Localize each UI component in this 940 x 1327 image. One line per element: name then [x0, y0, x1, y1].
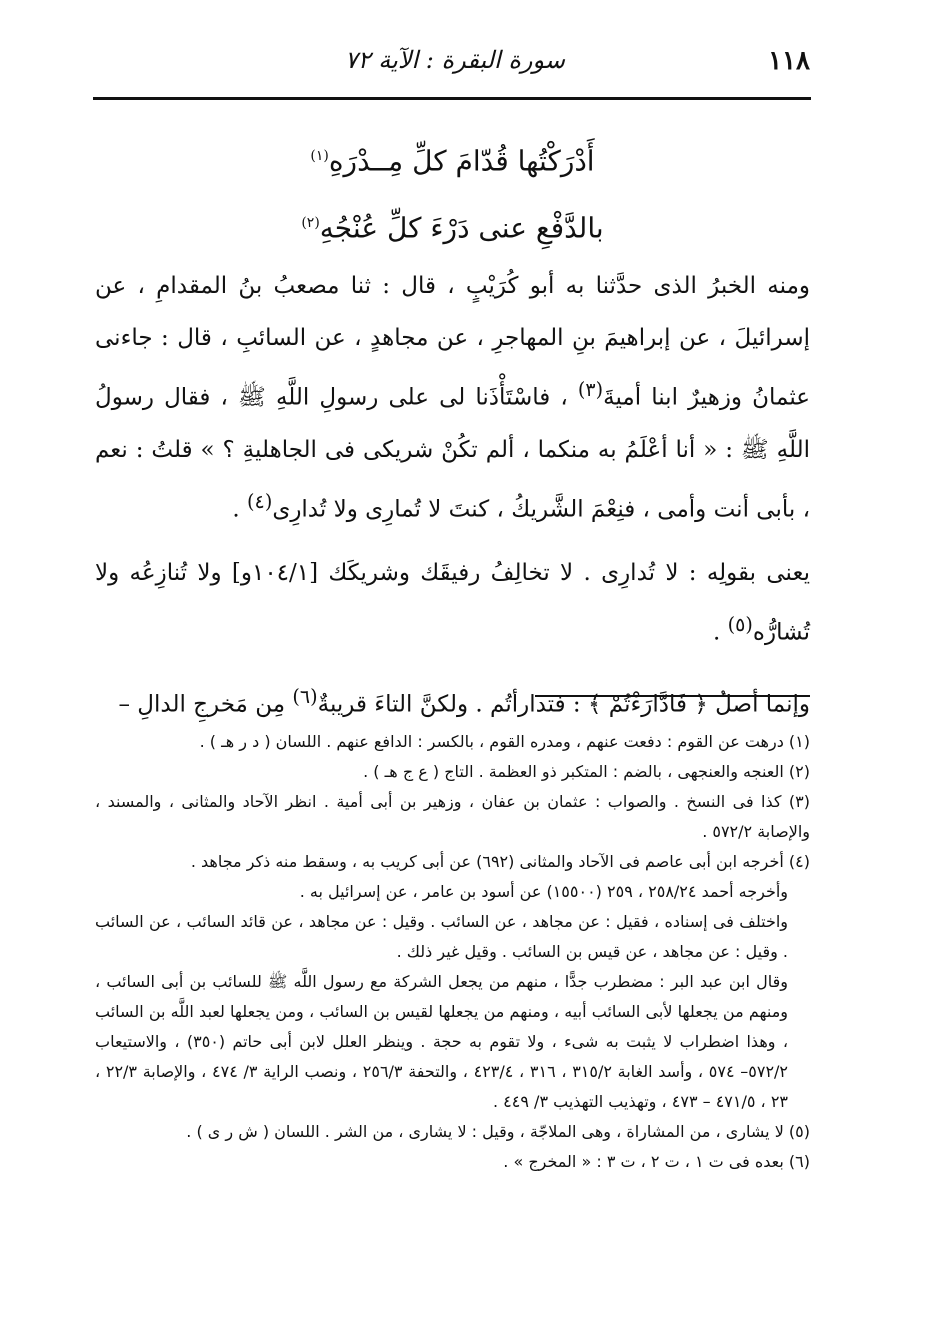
footnote-continuation: وأخرجه أحمد ٢٥٨/٢٤ ، ٢٥٩ (١٥٥٠٠) عن أسود بن عامر ، عن إسرائيل به .	[299, 882, 788, 901]
paragraph-text: ومنه الخبرُ الذى حدَّثنا به أبو كُرَيْبٍ ، قال : ثنا مصعبُ بنُ المقدامِ ، عن إسرائيلَ ، عن إبراهيمَ بنِ المهاجرِ ، عن مجاهدٍ ، عن السائبِ ، قال : جاءنى عثمانُ وزهيرٌ ابنا أميةَ	[95, 273, 811, 411]
footnote-marker: (٢)	[301, 215, 320, 232]
verse-text: بالدَّفْعِ عنى دَرْءَ كلِّ عُنْجُهِ	[319, 211, 604, 245]
footnote: (٦) بعده فى ت ١ ، ت ٢ ، ت ٣ : « المخرج » .	[503, 1152, 810, 1171]
verse-line	[95, 125, 810, 192]
paragraph-end: .	[713, 619, 721, 646]
paragraph	[95, 547, 810, 659]
paragraph-text: يعنى بقولِه : لا تُدارِى . لا تخالِفُ رفيقَك وشريكَك [١٠٤/١و] ولا تُنازِعُه ولا تُشارُّه	[95, 560, 810, 646]
footnote-marker: (٣)	[577, 378, 604, 401]
poetry-verses	[95, 125, 810, 260]
paragraph-end: .	[232, 496, 240, 523]
verse-line	[95, 192, 810, 259]
paragraph-text: وإنما أصلُ ﴿ فَادَّارَءْتُمْ ﴾ : فتدارأتُم . ولكنَّ التاءَ قريبةٌ	[317, 691, 810, 718]
paragraph	[95, 260, 810, 535]
footnote-marker: (٦)	[292, 684, 318, 708]
footnote: (١) درهت عن القوم : دفعت عنهم ، ومدره القوم ، بالكسر : الدافع عنهم . اللسان ( د ر هـ ) .	[199, 732, 810, 751]
footnote-continuation: واختلف فى إسناده ، فقيل : عن مجاهد ، عن السائب . وقيل : عن مجاهد ، عن قائد السائب ، عن السائب . وقيل : عن مجاهد ، عن قيس بن السائب . وقيل غير ذلك .	[95, 912, 788, 961]
footnote: (٢) العنجه والعنجهى ، بالضم : المتكبر ذو العظمة . التاج ( ع ج هـ ) .	[363, 762, 810, 781]
footnote-separator	[535, 695, 810, 697]
footnote-marker: (٥)	[727, 613, 753, 637]
page-header	[95, 42, 810, 86]
footnote: (٤) أخرجه ابن أبى عاصم فى الآحاد والمثانى (٦٩٢) عن أبى كريب به ، وسقط منه ذكر مجاهد .	[190, 852, 810, 871]
header-rule	[93, 97, 811, 100]
footnote-marker: (١)	[310, 148, 329, 164]
page-number: ١١٨	[768, 46, 810, 76]
verse-text: أَدْرَكْتُها قُدّامَ كلِّ مِــدْرَهِ	[328, 144, 595, 178]
body-text	[95, 260, 810, 745]
footnote-marker: (٤)	[247, 489, 273, 513]
paragraph-text: مِن مَخرجِ الدالِ –	[118, 691, 286, 718]
running-title: سورة البقرة : الآية ٧٢	[344, 46, 565, 74]
footnotes	[95, 727, 810, 1177]
paragraph-text: ، فاسْتَأْذَنا لى على رسولِ اللَّهِ ﷺ ، فقال رسولُ اللَّهِ ﷺ : « أنا أعْلَمُ به منكما ، ألم تكُنْ شريكى فى الجاهليةِ ؟ » قلتُ : نعم ، بأبى أنت وأمى ، فنِعْمَ الشَّريكُ ، كنتَ لا تُمارِى ولا تُدارِى	[95, 384, 810, 523]
paragraph	[95, 671, 810, 731]
footnote: (٣) كذا فى النسخ . والصواب : عثمان بن عفان ، وزهير بن أبى أمية . انظر الآحاد والمثانى ، والمسند ، والإصابة ٥٧٢/٢ .	[95, 792, 810, 841]
footnote: (٥) لا يشارى ، من المشاراة ، وهى الملاجّة ، وقيل : لا يشارى ، من الشر . اللسان ( ش ر ى ) .	[186, 1122, 810, 1141]
footnote-continuation: وقال ابن عبد البر : مضطرب جدًّا ، منهم من يجعل الشركة مع رسول اللَّه ﷺ للسائب بن أبى السائب ، ومنهم من يجعلها لأبى السائب أبيه ، ومنهم من يجعلها لقيس بن السائب ، ومن يجعلها لعبد اللَّه بن السائب ، وهذا اضطراب لا يثبت به شىء ، ولا تقوم به حجة . وينظر العلل لابن أبى حاتم (٣٥٠) ، والاستيعاب ٥٧٢/٢– ٥٧٤ ، وأسد الغابة ٣١٥/٢ ، ٣١٦ ، ٤٢٣/٤ ، والتحفة ٢٥٦/٣ ، ونصب الراية ٣/ ٤٧٤ ، والإصابة ٢٢/٣ ، ٢٣ ، ٤٧١/٥ – ٤٧٣ ، وتهذيب التهذيب ٣/ ٤٤٩ .	[95, 972, 789, 1111]
